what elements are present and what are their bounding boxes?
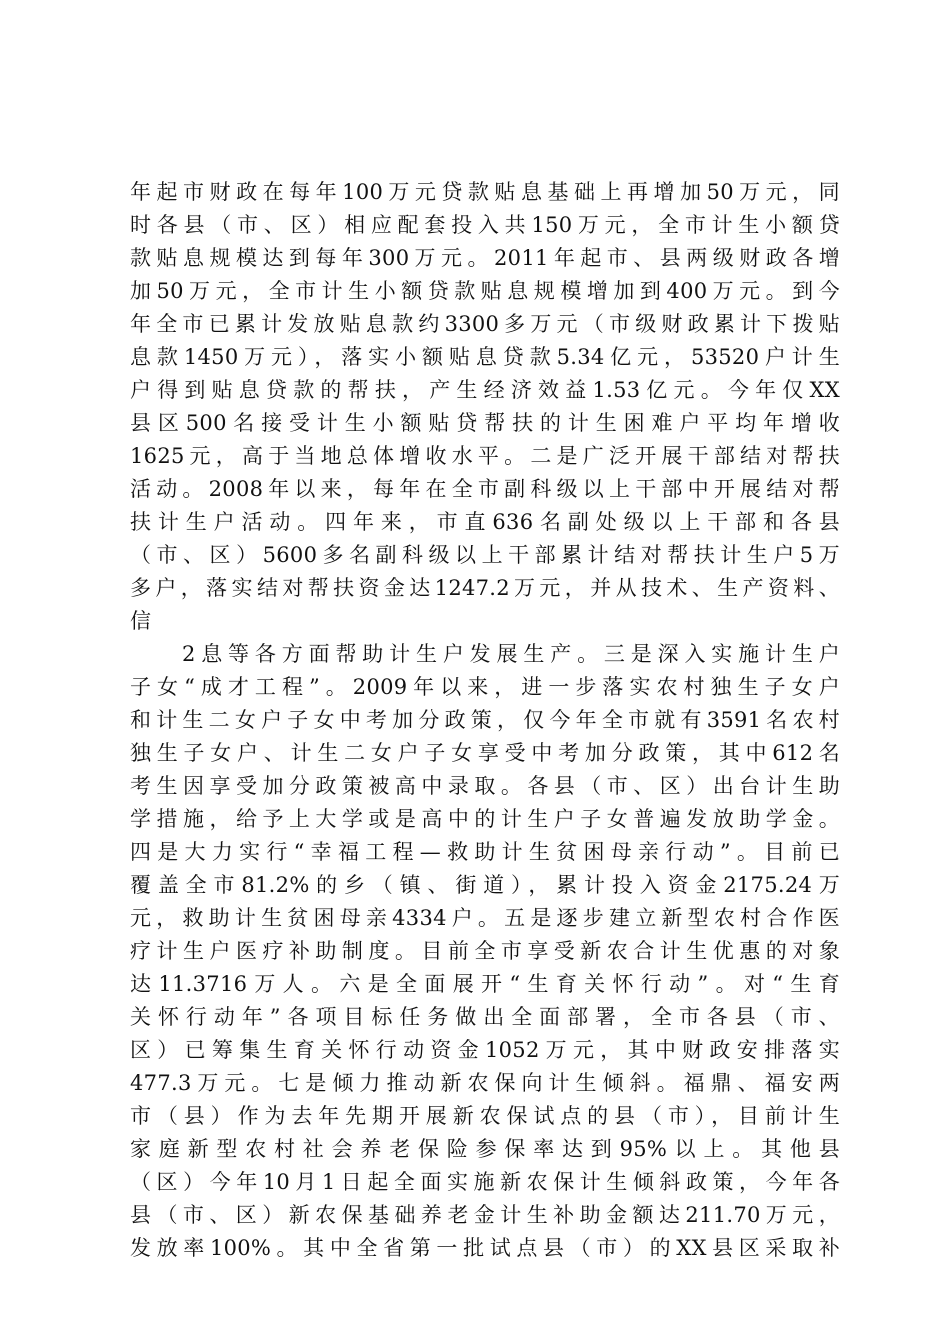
text-line: 年全市已累计发放贴息款约3300多万元（市级财政累计下拨贴: [130, 312, 840, 336]
text-line: 多户，落实结对帮扶资金达1247.2万元，并从技术、生产资料、: [130, 576, 840, 600]
body-text: [130, 176, 840, 1265]
text-line: 覆盖全市81.2%的乡（镇、街道），累计投入资金2175.24万: [130, 873, 840, 897]
text-line: 疗计生户医疗补助制度。目前全市享受新农合计生优惠的对象: [130, 939, 840, 963]
text-line: 子女“成才工程”。2009年以来，进一步落实农村独生子女户: [130, 675, 840, 699]
text-line: 477.3万元。七是倾力推动新农保向计生倾斜。福鼎、福安两: [130, 1071, 840, 1095]
text-line: 款贴息规模达到每年300万元。2011年起市、县两级财政各增: [130, 246, 840, 270]
text-line: 扶计生户活动。四年来，市直636名副处级以上干部和各县: [130, 510, 840, 534]
text-line: 县区500名接受计生小额贴贷帮扶的计生困难户平均年增收: [130, 411, 840, 435]
text-line: 息款1450万元），落实小额贴息贷款5.34亿元，53520户计生: [130, 345, 840, 369]
text-line: 活动。2008年以来，每年在全市副科级以上干部中开展结对帮: [130, 477, 840, 501]
text-line: 四是大力实行“幸福工程—救助计生贫困母亲行动”。目前已: [130, 840, 840, 864]
text-line: （市、区）5600多名副科级以上干部累计结对帮扶计生户5万: [130, 543, 840, 567]
text-line: 1625元，高于当地总体增收水平。二是广泛开展干部结对帮扶: [130, 444, 840, 468]
text-line: 关怀行动年”各项目标任务做出全面部署，全市各县（市、: [130, 1005, 840, 1029]
text-line: 和计生二女户子女中考加分政策，仅今年全市就有3591名农村: [130, 708, 840, 732]
text-line: 家庭新型农村社会养老保险参保率达到95%以上。其他县: [130, 1137, 840, 1161]
text-line: 达11.3716万人。六是全面展开“生育关怀行动”。对“生育: [130, 972, 840, 996]
text-line: 户得到贴息贷款的帮扶，产生经济效益1.53亿元。今年仅XX: [130, 378, 840, 402]
text-line: 独生子女户、计生二女户子女享受中考加分政策，其中612名: [130, 741, 840, 765]
text-line: 发放率100%。其中全省第一批试点县（市）的XX县区采取补: [130, 1236, 840, 1260]
text-line: 考生因享受加分政策被高中录取。各县（市、区）出台计生助: [130, 774, 840, 798]
text-line: 区）已筹集生育关怀行动资金1052万元，其中财政安排落实: [130, 1038, 840, 1062]
text-line: 县（市、区）新农保基础养老金计生补助金额达211.70万元，: [130, 1203, 840, 1227]
text-line: 市（县）作为去年先期开展新农保试点的县（市），目前计生: [130, 1104, 840, 1128]
text-line: 时各县（市、区）相应配套投入共150万元，全市计生小额贷: [130, 213, 840, 237]
paragraph-first-line: 2息等各方面帮助计生户发展生产。三是深入实施计生户: [182, 642, 840, 666]
text-line: 学措施，给予上大学或是高中的计生户子女普遍发放助学金。: [130, 807, 840, 831]
text-line: 信: [130, 609, 152, 633]
text-line: 加50万元，全市计生小额贷款贴息规模增加到400万元。到今: [130, 279, 840, 303]
text-line: 元，救助计生贫困母亲4334户。五是逐步建立新型农村合作医: [130, 906, 840, 930]
text-line: 年起市财政在每年100万元贷款贴息基础上再增加50万元，同: [130, 180, 840, 204]
text-line: （区）今年10月1日起全面实施新农保计生倾斜政策，今年各: [130, 1170, 840, 1194]
